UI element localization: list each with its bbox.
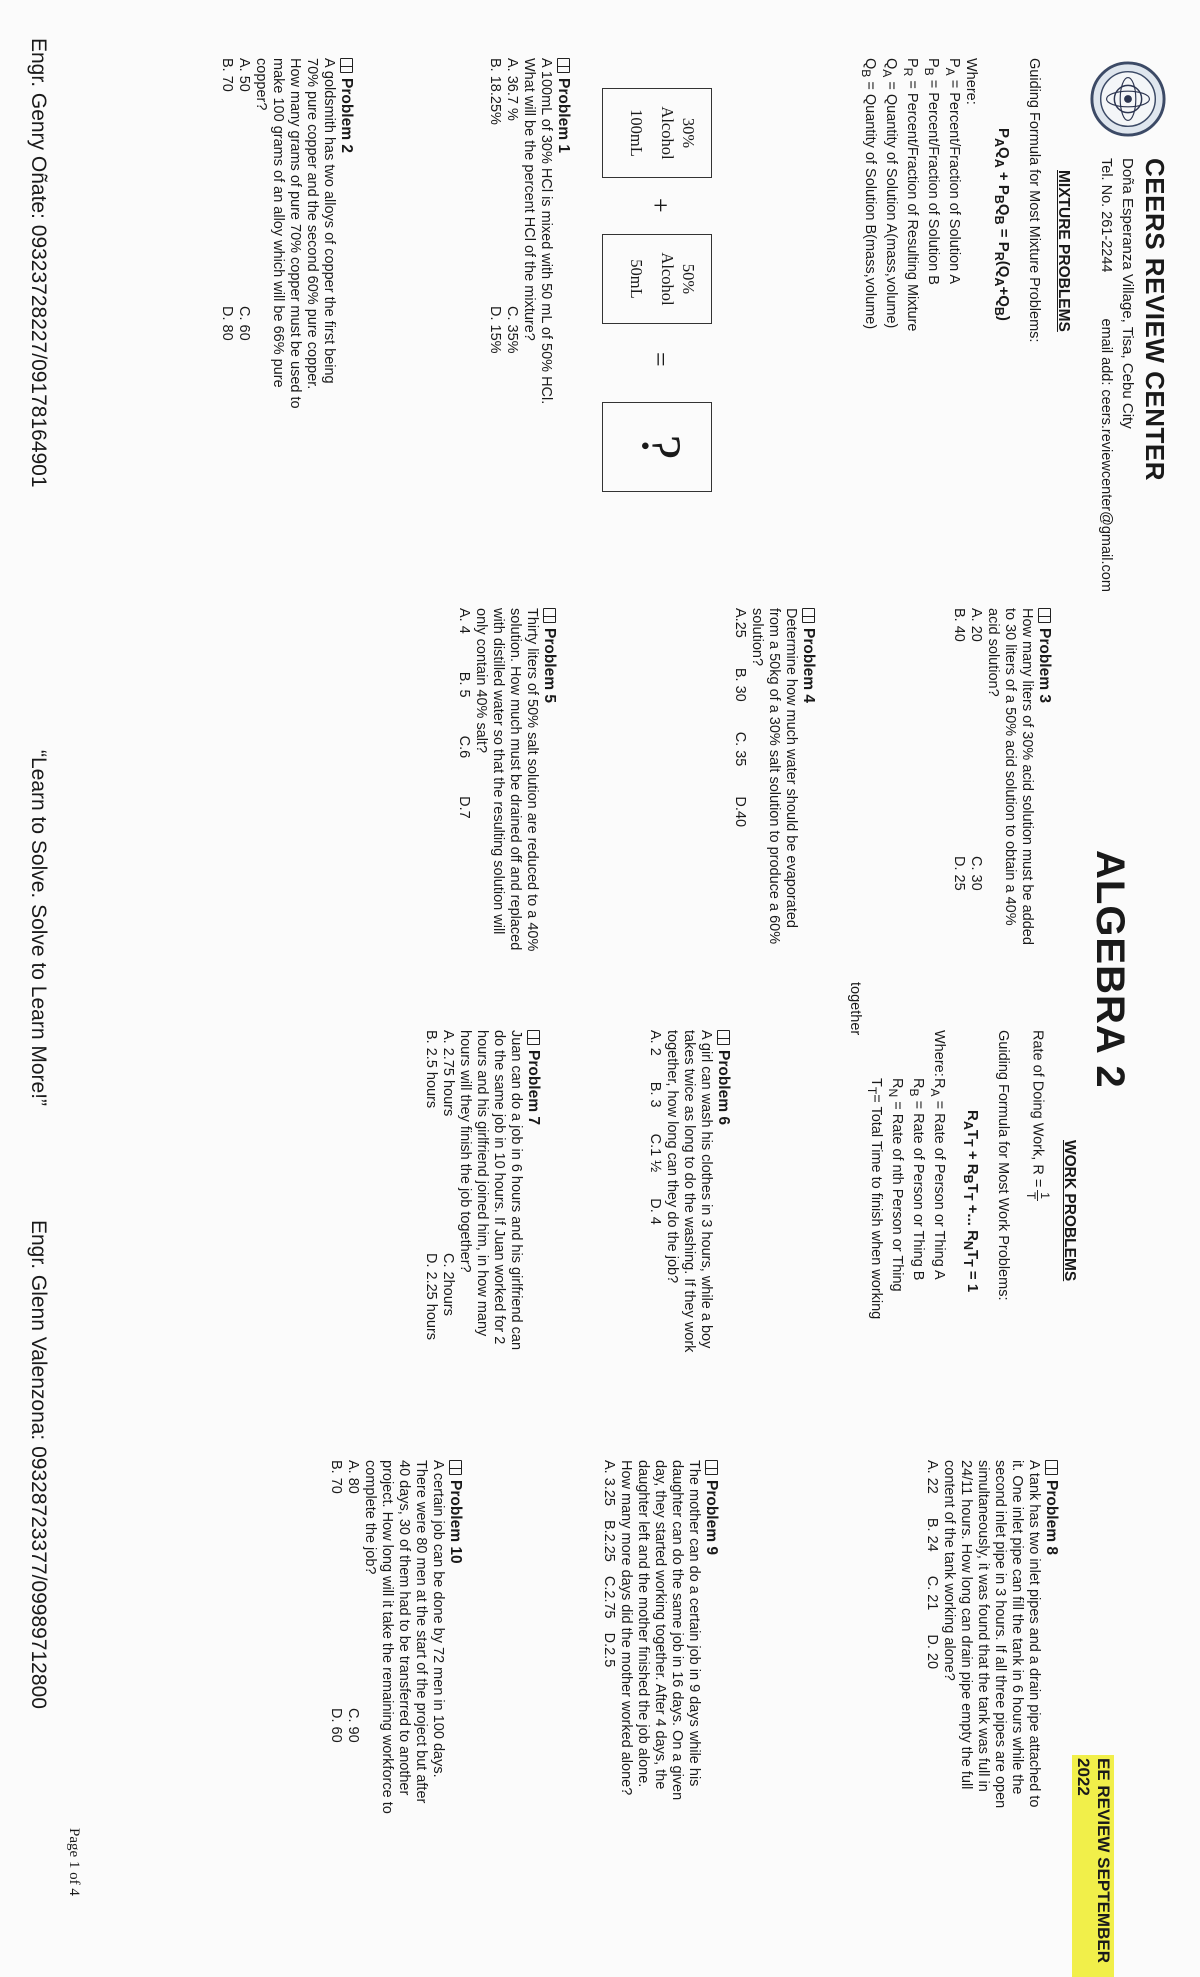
def-ra: $R_A$ = Rate of Person or Thing A bbox=[928, 1078, 947, 1280]
problem-title: Problem 2 bbox=[338, 78, 355, 153]
mixture-section bbox=[858, 58, 1072, 388]
problem-title: Problem 10 bbox=[447, 1480, 464, 1564]
email: email add: ceers.reviewcenter@gmail.com bbox=[1098, 318, 1114, 592]
solution-a-volume: 100mL bbox=[627, 109, 646, 157]
book-icon bbox=[1045, 1460, 1058, 1475]
problem-title: Problem 9 bbox=[703, 1480, 720, 1555]
mixture-where: Where: bbox=[963, 58, 979, 105]
book-icon bbox=[527, 1030, 540, 1045]
choice: A. 36.7 % bbox=[504, 58, 520, 121]
choices bbox=[646, 1030, 663, 1370]
choice: D. 80 bbox=[219, 306, 235, 341]
problem-title: Problem 6 bbox=[715, 1050, 732, 1125]
page-number: Page 1 of 4 bbox=[66, 1828, 82, 1896]
choice: B. 18.25% bbox=[487, 58, 503, 125]
mixture-guide: Guiding Formula for Most Mixture Problems: bbox=[1026, 58, 1042, 343]
equals-sign: = bbox=[646, 352, 675, 367]
problem-9 bbox=[600, 1460, 720, 1815]
choice: A. 4 bbox=[456, 608, 472, 634]
choice: C. 60 bbox=[236, 306, 252, 341]
solution-b-percent: 50% bbox=[679, 263, 698, 295]
org-name: CEERS REVIEW CENTER bbox=[1140, 158, 1170, 481]
choice: B. 40 bbox=[951, 608, 967, 642]
footer-motto: “Learn to Solve. Solve to Learn More!” bbox=[27, 750, 50, 1107]
book-icon bbox=[705, 1460, 718, 1475]
problem-7 bbox=[422, 1030, 542, 1370]
choice: C. 2hours bbox=[440, 1253, 456, 1316]
def-qb: $Q_B$ = Quantity of Solution B(mass,volume) bbox=[859, 58, 879, 330]
plus-sign: + bbox=[646, 198, 675, 213]
problem-title: Problem 3 bbox=[1036, 628, 1053, 703]
choice: C. 35% bbox=[504, 306, 520, 354]
def-rn: $R_N$ = Rate of nth Person or Thing bbox=[886, 1078, 906, 1292]
choice: C. 35 bbox=[732, 731, 748, 767]
def-pr: $P_R$ = Percent/Fraction of Resulting Mixture bbox=[901, 58, 921, 332]
choices bbox=[923, 1460, 940, 1815]
choice: B. 70 bbox=[219, 58, 235, 92]
choices bbox=[600, 1460, 617, 1815]
choices bbox=[422, 1030, 456, 1370]
problem-text: The mother can do a certain job in 9 days while his daughter can do the same job in 16 days. On a given day, they started working together. After 4 days, the daughter left and the mother finished the job alone. How many more days did the mother worked alone? bbox=[618, 1460, 702, 1801]
def-pa: $P_A$ = Percent/Fraction of Solution A bbox=[943, 58, 962, 285]
ceers-seal-logo bbox=[1089, 60, 1167, 138]
book-icon bbox=[449, 1460, 462, 1475]
choice: D. 2.25 hours bbox=[423, 1253, 439, 1341]
choice: B. 70 bbox=[328, 1460, 344, 1494]
choice: A. 2.75 hours bbox=[440, 1030, 456, 1117]
choice: B.2.25 bbox=[601, 1519, 617, 1562]
mixture-formula: $P_AQ_A + P_BQ_B = P_R(Q_A+Q_B)$ bbox=[992, 128, 1012, 321]
solution-a-percent: 30% bbox=[679, 117, 698, 149]
choice: D. 4 bbox=[647, 1198, 663, 1225]
problem-title: Problem 7 bbox=[525, 1050, 542, 1125]
result-box bbox=[602, 402, 712, 492]
problem-text: A 100mL of 30% HCl is mixed with 50 mL of 50% HCl. What will be the percent HCl of the mixture? bbox=[521, 58, 554, 405]
work-heading: WORK PROBLEMS bbox=[1061, 1140, 1078, 1282]
choice: A. 3.25 bbox=[601, 1460, 617, 1506]
book-icon bbox=[543, 608, 556, 623]
telephone: Tel. No. 261-2244 bbox=[1098, 158, 1114, 273]
solution-b-box bbox=[602, 234, 712, 324]
book-icon bbox=[1038, 608, 1051, 623]
book-icon bbox=[802, 608, 815, 623]
book-icon bbox=[340, 58, 353, 73]
choice: C.2.75 bbox=[601, 1575, 617, 1619]
choice: A.25 bbox=[732, 608, 748, 638]
mixture-heading: MIXTURE PROBLEMS bbox=[1055, 170, 1072, 332]
work-section bbox=[846, 982, 1100, 1370]
choice: A. 20 bbox=[968, 608, 984, 642]
choice: B. 24 bbox=[924, 1517, 940, 1552]
rate-formula: Rate of Doing Work, R = 1 T bbox=[1024, 1030, 1052, 1200]
org-contact bbox=[1098, 158, 1114, 634]
choice: B. 3 bbox=[647, 1081, 663, 1108]
book-icon bbox=[557, 58, 570, 73]
choices bbox=[455, 608, 472, 953]
def-tt-cont: together bbox=[847, 982, 864, 1036]
choices bbox=[218, 58, 252, 413]
def-pb: $P_B$ = Percent/Fraction of Solution B bbox=[922, 58, 942, 285]
def-qa: $Q_A$ = Quantity of Solution A(mass,volume) bbox=[880, 58, 900, 329]
def-tt: $T_T=$ Total Time to finish when working bbox=[865, 1078, 885, 1320]
solution-b-volume: 50mL bbox=[627, 259, 646, 299]
choice: B. 30 bbox=[732, 667, 748, 702]
problem-5 bbox=[455, 608, 558, 953]
work-where: Where: bbox=[931, 1030, 947, 1077]
choice: D. 20 bbox=[924, 1634, 940, 1670]
problem-text: A certain job can be done by 72 men in 100 days. There were 80 men at the start of the project but after 40 days, 30 of them had to be transferred to another project. How long will it take the remaining workforce to complete the job? bbox=[362, 1460, 446, 1814]
org-address: Doña Esperanza Village, Tisa, Cebu City bbox=[1119, 158, 1136, 429]
problem-1 bbox=[486, 58, 572, 418]
choice: A. 2 bbox=[647, 1030, 663, 1056]
problem-title: Problem 4 bbox=[800, 628, 817, 703]
problem-text: How many liters of 30% acid solution must be added to 30 liters of a 50% acid solution to obtain a 40% acid solution? bbox=[985, 608, 1035, 945]
problem-10 bbox=[327, 1460, 464, 1815]
problem-text: Juan can do a job in 6 hours and his girlfriend can do the same job in 10 hours. If Juan worked for 2 hours and his girlfriend joined him, in how many hours will they finish the job together? bbox=[457, 1030, 524, 1351]
subject-title: ALGEBRA 2 bbox=[1088, 850, 1132, 1089]
problem-title: Problem 8 bbox=[1043, 1480, 1060, 1555]
choice: C. 21 bbox=[924, 1575, 940, 1611]
footer-contact-left: Engr. Genry Oñate: 09323728227/09178164901 bbox=[27, 38, 50, 488]
solution-a-box bbox=[602, 88, 712, 178]
choice: A. 80 bbox=[345, 1460, 361, 1494]
choices bbox=[950, 608, 984, 953]
work-formula: $R_AT_T + R_BT_T$ +... $R_NT_T = 1$ bbox=[961, 1110, 981, 1293]
problem-8 bbox=[923, 1460, 1060, 1815]
footer-contact-right: Engr. Glenn Valenzona: 09328723377/09989712800 bbox=[27, 1220, 50, 1709]
solution-b-label: Alcohol bbox=[658, 252, 677, 306]
choice: B. 5 bbox=[456, 671, 472, 698]
problem-text: A tank has two inlet pipes and a drain pipe attached to it. One inlet pipe can fill the tank in 6 hours while the second inlet pipe in 3 hours. If all three pipes are open simultaneously, it was found that the tank was full in 24/11 hours. How long can drain pipe empty the full content of the tank working alone? bbox=[941, 1460, 1042, 1809]
choice: D. 15% bbox=[487, 306, 503, 354]
problem-6 bbox=[646, 1030, 732, 1370]
choice: A. 50 bbox=[236, 58, 252, 92]
problem-text: A girl can wash his clothes in 3 hours, while a boy takes twice as long to do the washing. If they work together, how long can they do the job? bbox=[664, 1030, 714, 1353]
problem-2 bbox=[218, 58, 355, 413]
choice: B. 2.5 hours bbox=[423, 1030, 439, 1109]
choices bbox=[486, 58, 520, 418]
problem-title: Problem 1 bbox=[555, 78, 572, 153]
choice: C. 90 bbox=[345, 1708, 361, 1743]
def-rb: $R_B$ = Rate of Person or Thing B bbox=[907, 1078, 927, 1281]
choice: D. 60 bbox=[328, 1708, 344, 1743]
problem-text: A goldsmith has two alloys of copper the first being 70% pure copper and the second 60% pure copper. How many grams of pure 70% copper must be used to make 100 grams of an alloy which will be 66% pure copper? bbox=[253, 58, 337, 409]
choices bbox=[327, 1460, 361, 1815]
choice: C. 30 bbox=[968, 856, 984, 891]
problem-title: Problem 5 bbox=[541, 628, 558, 703]
book-icon bbox=[717, 1030, 730, 1045]
problem-4 bbox=[731, 608, 817, 953]
problem-text: Thirty liters of 50% salt solution are reduced to a 40% solution. How much must be drained off and replaced with distilled water so that the resulting solution will only contain 40% salt? bbox=[473, 608, 540, 952]
choice: D. 25 bbox=[951, 856, 967, 891]
problem-3 bbox=[950, 608, 1053, 953]
result-question-mark: ? bbox=[630, 434, 692, 460]
choices bbox=[731, 608, 748, 953]
work-guide: Guiding Formula for Most Work Problems: bbox=[995, 1030, 1011, 1301]
solution-a-label: Alcohol bbox=[658, 106, 677, 160]
choice: D.40 bbox=[732, 796, 748, 828]
review-badge: EE REVIEW SEPTEMBER 2022 bbox=[1072, 1755, 1114, 1977]
choice: D.2.5 bbox=[601, 1632, 617, 1668]
choice: D.7 bbox=[456, 796, 472, 819]
choice: A. 22 bbox=[924, 1460, 940, 1494]
choice: C.6 bbox=[456, 735, 472, 759]
choice: C.1 ½ bbox=[647, 1133, 663, 1173]
problem-text: Determine how much water should be evaporated from a 50kg of a 30% salt solution to produce a 60% solution? bbox=[749, 608, 799, 945]
